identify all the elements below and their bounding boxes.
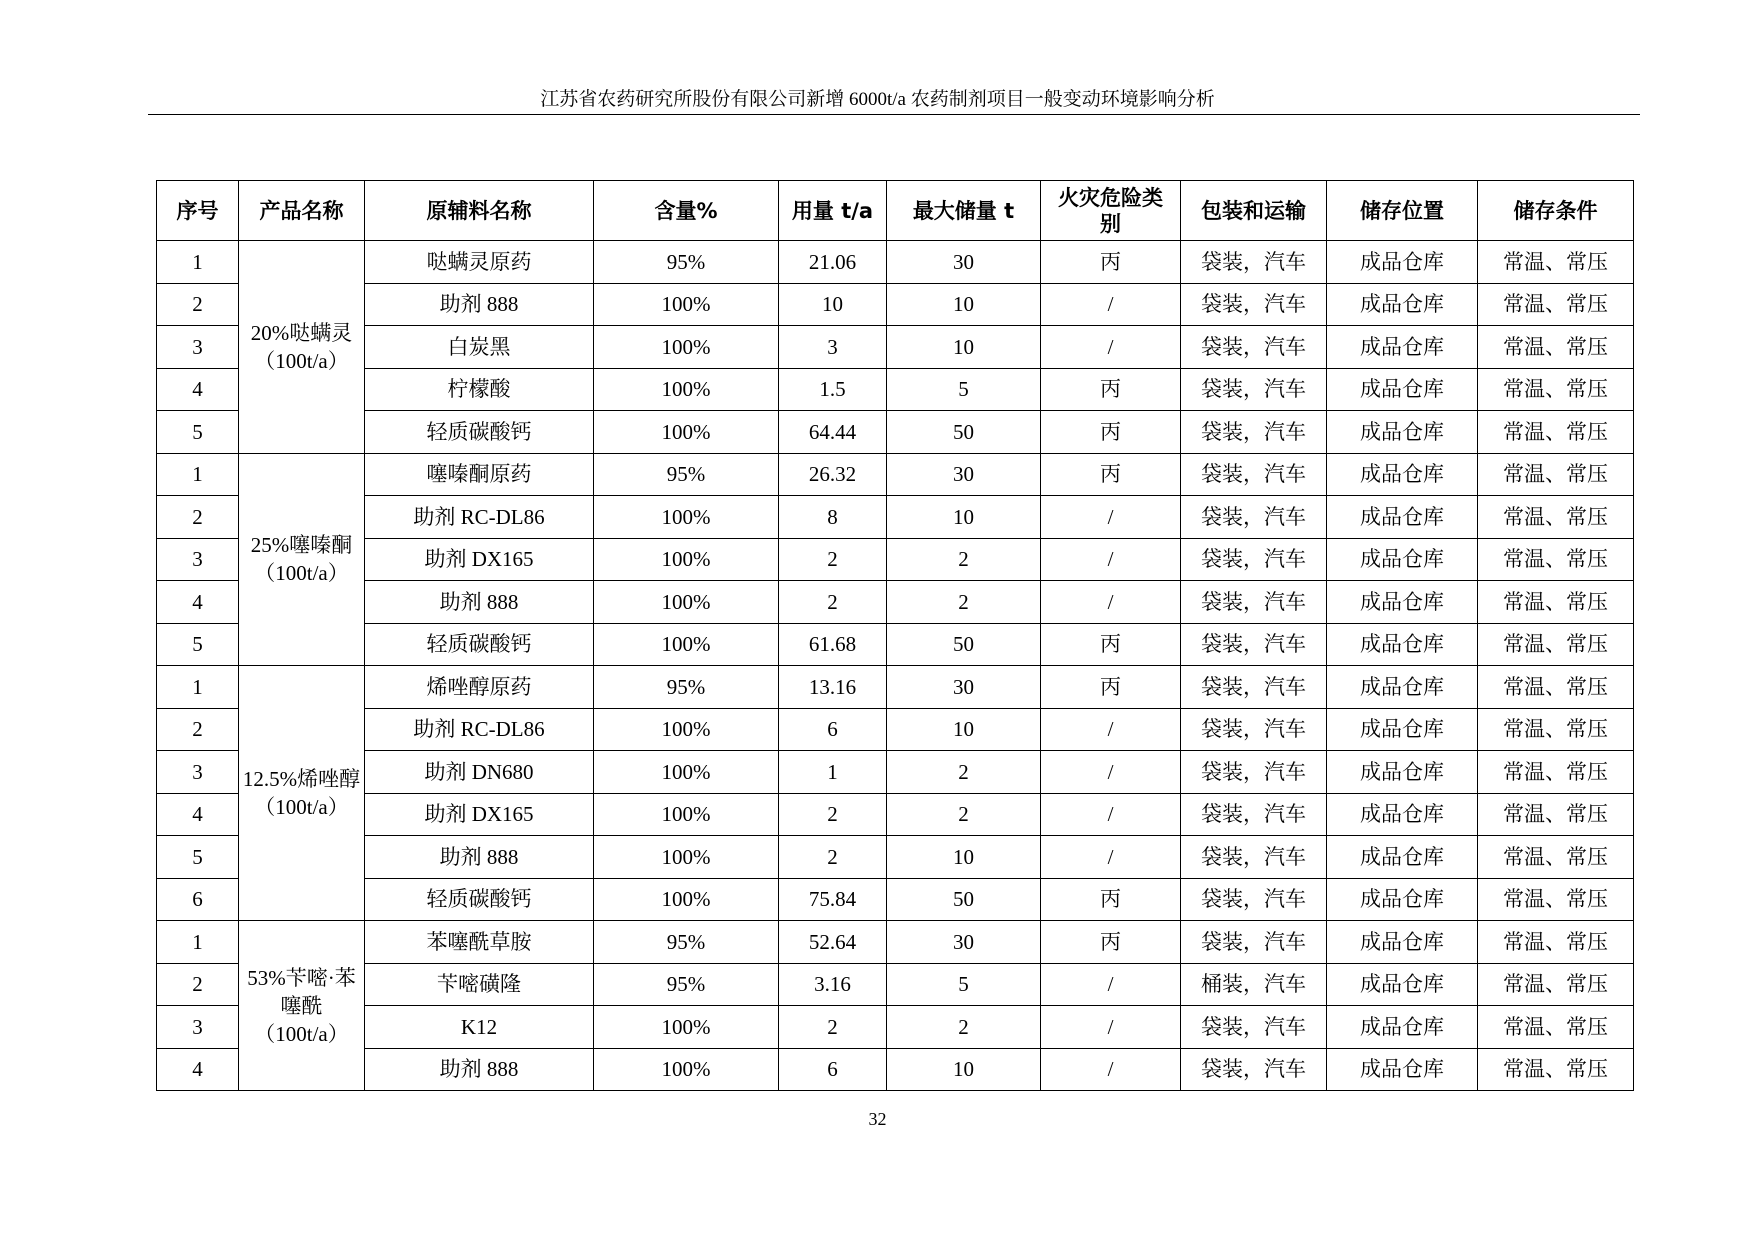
cell-material: 哒螨灵原药 bbox=[365, 241, 594, 284]
cell-index: 3 bbox=[157, 1006, 239, 1049]
cell-packaging: 袋装，汽车 bbox=[1181, 708, 1327, 751]
cell-condition: 常温、常压 bbox=[1478, 538, 1634, 581]
cell-condition: 常温、常压 bbox=[1478, 836, 1634, 879]
cell-content: 100% bbox=[594, 1006, 779, 1049]
cell-location: 成品仓库 bbox=[1327, 708, 1478, 751]
cell-index: 4 bbox=[157, 368, 239, 411]
cell-fire-class: / bbox=[1041, 283, 1181, 326]
cell-packaging: 袋装，汽车 bbox=[1181, 326, 1327, 369]
cell-content: 100% bbox=[594, 708, 779, 751]
table-row bbox=[157, 836, 1634, 879]
cell-max-storage: 2 bbox=[887, 538, 1041, 581]
cell-location: 成品仓库 bbox=[1327, 538, 1478, 581]
cell-content: 100% bbox=[594, 623, 779, 666]
cell-material: 苄嘧磺隆 bbox=[365, 963, 594, 1006]
cell-packaging: 袋装，汽车 bbox=[1181, 538, 1327, 581]
cell-product: 12.5%烯唑醇（100t/a） bbox=[239, 666, 365, 921]
cell-packaging: 袋装，汽车 bbox=[1181, 581, 1327, 624]
cell-max-storage: 5 bbox=[887, 963, 1041, 1006]
cell-index: 2 bbox=[157, 708, 239, 751]
cell-fire-class: / bbox=[1041, 581, 1181, 624]
cell-max-storage: 30 bbox=[887, 921, 1041, 964]
cell-material: 轻质碳酸钙 bbox=[365, 878, 594, 921]
table-row bbox=[157, 453, 1634, 496]
cell-location: 成品仓库 bbox=[1327, 878, 1478, 921]
cell-index: 5 bbox=[157, 836, 239, 879]
cell-material: 助剂 888 bbox=[365, 581, 594, 624]
table-row bbox=[157, 368, 1634, 411]
cell-content: 100% bbox=[594, 751, 779, 794]
table-row bbox=[157, 793, 1634, 836]
cell-usage: 52.64 bbox=[779, 921, 887, 964]
cell-material: 助剂 DX165 bbox=[365, 793, 594, 836]
cell-material: 苯噻酰草胺 bbox=[365, 921, 594, 964]
cell-condition: 常温、常压 bbox=[1478, 368, 1634, 411]
cell-index: 2 bbox=[157, 963, 239, 1006]
cell-condition: 常温、常压 bbox=[1478, 283, 1634, 326]
cell-index: 4 bbox=[157, 581, 239, 624]
cell-location: 成品仓库 bbox=[1327, 581, 1478, 624]
cell-index: 5 bbox=[157, 623, 239, 666]
cell-fire-class: / bbox=[1041, 836, 1181, 879]
cell-material: 助剂 DX165 bbox=[365, 538, 594, 581]
cell-fire-class: 丙 bbox=[1041, 666, 1181, 709]
cell-fire-class: / bbox=[1041, 793, 1181, 836]
cell-max-storage: 50 bbox=[887, 623, 1041, 666]
cell-location: 成品仓库 bbox=[1327, 793, 1478, 836]
cell-location: 成品仓库 bbox=[1327, 283, 1478, 326]
cell-condition: 常温、常压 bbox=[1478, 793, 1634, 836]
cell-content: 95% bbox=[594, 453, 779, 496]
table-row bbox=[157, 963, 1634, 1006]
cell-max-storage: 30 bbox=[887, 453, 1041, 496]
cell-max-storage: 10 bbox=[887, 836, 1041, 879]
cell-fire-class: 丙 bbox=[1041, 241, 1181, 284]
cell-fire-class: 丙 bbox=[1041, 921, 1181, 964]
table-row bbox=[157, 623, 1634, 666]
cell-usage: 6 bbox=[779, 1048, 887, 1091]
cell-content: 100% bbox=[594, 836, 779, 879]
cell-fire-class: 丙 bbox=[1041, 368, 1181, 411]
table-row bbox=[157, 1006, 1634, 1049]
cell-usage: 21.06 bbox=[779, 241, 887, 284]
table-row bbox=[157, 878, 1634, 921]
table-row bbox=[157, 538, 1634, 581]
cell-material: 助剂 RC-DL86 bbox=[365, 496, 594, 539]
cell-usage: 1.5 bbox=[779, 368, 887, 411]
table-body bbox=[157, 241, 1634, 1091]
cell-usage: 2 bbox=[779, 581, 887, 624]
cell-condition: 常温、常压 bbox=[1478, 1048, 1634, 1091]
cell-material: 烯唑醇原药 bbox=[365, 666, 594, 709]
cell-material: 柠檬酸 bbox=[365, 368, 594, 411]
cell-material: 助剂 888 bbox=[365, 283, 594, 326]
cell-max-storage: 2 bbox=[887, 1006, 1041, 1049]
col-header-max-storage: 最大储量 t bbox=[887, 181, 1041, 241]
cell-max-storage: 2 bbox=[887, 751, 1041, 794]
cell-index: 4 bbox=[157, 1048, 239, 1091]
cell-usage: 64.44 bbox=[779, 411, 887, 454]
cell-max-storage: 30 bbox=[887, 241, 1041, 284]
cell-condition: 常温、常压 bbox=[1478, 666, 1634, 709]
table-row bbox=[157, 283, 1634, 326]
cell-location: 成品仓库 bbox=[1327, 623, 1478, 666]
cell-location: 成品仓库 bbox=[1327, 453, 1478, 496]
table-row bbox=[157, 1048, 1634, 1091]
cell-packaging: 袋装，汽车 bbox=[1181, 878, 1327, 921]
table-row bbox=[157, 581, 1634, 624]
cell-fire-class: 丙 bbox=[1041, 453, 1181, 496]
header-rule bbox=[148, 114, 1640, 115]
cell-location: 成品仓库 bbox=[1327, 496, 1478, 539]
cell-location: 成品仓库 bbox=[1327, 751, 1478, 794]
cell-location: 成品仓库 bbox=[1327, 241, 1478, 284]
cell-index: 1 bbox=[157, 921, 239, 964]
cell-content: 100% bbox=[594, 878, 779, 921]
col-header-material: 原辅料名称 bbox=[365, 181, 594, 241]
cell-packaging: 袋装，汽车 bbox=[1181, 1006, 1327, 1049]
cell-location: 成品仓库 bbox=[1327, 963, 1478, 1006]
cell-max-storage: 10 bbox=[887, 1048, 1041, 1091]
cell-condition: 常温、常压 bbox=[1478, 453, 1634, 496]
cell-condition: 常温、常压 bbox=[1478, 921, 1634, 964]
cell-max-storage: 2 bbox=[887, 581, 1041, 624]
cell-index: 3 bbox=[157, 751, 239, 794]
cell-condition: 常温、常压 bbox=[1478, 963, 1634, 1006]
raw-materials-table bbox=[156, 180, 1634, 1091]
cell-packaging: 袋装，汽车 bbox=[1181, 751, 1327, 794]
cell-packaging: 袋装，汽车 bbox=[1181, 623, 1327, 666]
cell-content: 100% bbox=[594, 283, 779, 326]
cell-condition: 常温、常压 bbox=[1478, 496, 1634, 539]
cell-usage: 13.16 bbox=[779, 666, 887, 709]
cell-product: 20%哒螨灵（100t/a） bbox=[239, 241, 365, 454]
cell-material: 助剂 RC-DL86 bbox=[365, 708, 594, 751]
cell-location: 成品仓库 bbox=[1327, 326, 1478, 369]
cell-condition: 常温、常压 bbox=[1478, 1006, 1634, 1049]
cell-material: K12 bbox=[365, 1006, 594, 1049]
cell-fire-class: / bbox=[1041, 1006, 1181, 1049]
cell-condition: 常温、常压 bbox=[1478, 623, 1634, 666]
cell-usage: 8 bbox=[779, 496, 887, 539]
cell-max-storage: 10 bbox=[887, 496, 1041, 539]
cell-product: 25%噻嗪酮（100t/a） bbox=[239, 453, 365, 666]
cell-index: 6 bbox=[157, 878, 239, 921]
cell-content: 95% bbox=[594, 241, 779, 284]
cell-condition: 常温、常压 bbox=[1478, 411, 1634, 454]
cell-material: 轻质碳酸钙 bbox=[365, 623, 594, 666]
table-row bbox=[157, 921, 1634, 964]
cell-location: 成品仓库 bbox=[1327, 411, 1478, 454]
cell-content: 100% bbox=[594, 411, 779, 454]
cell-condition: 常温、常压 bbox=[1478, 241, 1634, 284]
cell-packaging: 袋装，汽车 bbox=[1181, 921, 1327, 964]
cell-usage: 3 bbox=[779, 326, 887, 369]
cell-condition: 常温、常压 bbox=[1478, 708, 1634, 751]
cell-packaging: 袋装，汽车 bbox=[1181, 368, 1327, 411]
cell-material: 助剂 888 bbox=[365, 836, 594, 879]
table-row bbox=[157, 666, 1634, 709]
cell-index: 5 bbox=[157, 411, 239, 454]
col-header-usage: 用量 t/a bbox=[779, 181, 887, 241]
cell-usage: 26.32 bbox=[779, 453, 887, 496]
cell-content: 100% bbox=[594, 1048, 779, 1091]
cell-location: 成品仓库 bbox=[1327, 921, 1478, 964]
cell-usage: 61.68 bbox=[779, 623, 887, 666]
cell-index: 1 bbox=[157, 666, 239, 709]
cell-fire-class: / bbox=[1041, 538, 1181, 581]
cell-packaging: 袋装，汽车 bbox=[1181, 283, 1327, 326]
cell-usage: 1 bbox=[779, 751, 887, 794]
table-row bbox=[157, 326, 1634, 369]
cell-index: 1 bbox=[157, 453, 239, 496]
table-row bbox=[157, 708, 1634, 751]
cell-packaging: 桶装，汽车 bbox=[1181, 963, 1327, 1006]
cell-packaging: 袋装，汽车 bbox=[1181, 453, 1327, 496]
cell-index: 4 bbox=[157, 793, 239, 836]
cell-usage: 2 bbox=[779, 836, 887, 879]
table-row bbox=[157, 496, 1634, 539]
cell-packaging: 袋装，汽车 bbox=[1181, 1048, 1327, 1091]
cell-content: 100% bbox=[594, 326, 779, 369]
cell-content: 95% bbox=[594, 921, 779, 964]
cell-max-storage: 50 bbox=[887, 411, 1041, 454]
cell-usage: 2 bbox=[779, 538, 887, 581]
cell-location: 成品仓库 bbox=[1327, 666, 1478, 709]
cell-max-storage: 2 bbox=[887, 793, 1041, 836]
cell-fire-class: / bbox=[1041, 326, 1181, 369]
cell-max-storage: 5 bbox=[887, 368, 1041, 411]
cell-fire-class: / bbox=[1041, 751, 1181, 794]
table-row bbox=[157, 751, 1634, 794]
col-header-index: 序号 bbox=[157, 181, 239, 241]
cell-material: 白炭黑 bbox=[365, 326, 594, 369]
cell-fire-class: / bbox=[1041, 496, 1181, 539]
cell-fire-class: / bbox=[1041, 708, 1181, 751]
cell-index: 3 bbox=[157, 538, 239, 581]
cell-max-storage: 30 bbox=[887, 666, 1041, 709]
cell-index: 2 bbox=[157, 496, 239, 539]
cell-packaging: 袋装，汽车 bbox=[1181, 666, 1327, 709]
cell-usage: 2 bbox=[779, 793, 887, 836]
cell-packaging: 袋装，汽车 bbox=[1181, 411, 1327, 454]
cell-max-storage: 10 bbox=[887, 326, 1041, 369]
cell-max-storage: 10 bbox=[887, 283, 1041, 326]
page-number: 32 bbox=[868, 1109, 887, 1129]
cell-usage: 75.84 bbox=[779, 878, 887, 921]
cell-product: 53%苄嘧·苯噻酰（100t/a） bbox=[239, 921, 365, 1091]
col-header-content: 含量% bbox=[594, 181, 779, 241]
cell-location: 成品仓库 bbox=[1327, 368, 1478, 411]
col-header-packaging: 包装和运输 bbox=[1181, 181, 1327, 241]
col-header-location: 储存位置 bbox=[1327, 181, 1478, 241]
cell-location: 成品仓库 bbox=[1327, 836, 1478, 879]
cell-index: 2 bbox=[157, 283, 239, 326]
cell-packaging: 袋装，汽车 bbox=[1181, 836, 1327, 879]
cell-usage: 6 bbox=[779, 708, 887, 751]
cell-packaging: 袋装，汽车 bbox=[1181, 241, 1327, 284]
page-header-title: 江苏省农药研究所股份有限公司新增 6000t/a 农药制剂项目一般变动环境影响分析 bbox=[540, 89, 1215, 110]
cell-fire-class: / bbox=[1041, 963, 1181, 1006]
cell-fire-class: 丙 bbox=[1041, 623, 1181, 666]
col-header-condition: 储存条件 bbox=[1478, 181, 1634, 241]
table-header-row bbox=[157, 181, 1634, 241]
cell-condition: 常温、常压 bbox=[1478, 326, 1634, 369]
table-row bbox=[157, 241, 1634, 284]
cell-location: 成品仓库 bbox=[1327, 1048, 1478, 1091]
cell-content: 100% bbox=[594, 496, 779, 539]
cell-usage: 10 bbox=[779, 283, 887, 326]
cell-content: 95% bbox=[594, 666, 779, 709]
cell-condition: 常温、常压 bbox=[1478, 581, 1634, 624]
col-header-product: 产品名称 bbox=[239, 181, 365, 241]
cell-condition: 常温、常压 bbox=[1478, 878, 1634, 921]
cell-condition: 常温、常压 bbox=[1478, 751, 1634, 794]
cell-usage: 3.16 bbox=[779, 963, 887, 1006]
cell-index: 1 bbox=[157, 241, 239, 284]
cell-content: 100% bbox=[594, 581, 779, 624]
cell-fire-class: / bbox=[1041, 1048, 1181, 1091]
cell-content: 95% bbox=[594, 963, 779, 1006]
cell-material: 噻嗪酮原药 bbox=[365, 453, 594, 496]
cell-packaging: 袋装，汽车 bbox=[1181, 496, 1327, 539]
cell-location: 成品仓库 bbox=[1327, 1006, 1478, 1049]
cell-material: 轻质碳酸钙 bbox=[365, 411, 594, 454]
cell-material: 助剂 DN680 bbox=[365, 751, 594, 794]
cell-fire-class: 丙 bbox=[1041, 411, 1181, 454]
cell-content: 100% bbox=[594, 538, 779, 581]
cell-max-storage: 50 bbox=[887, 878, 1041, 921]
cell-material: 助剂 888 bbox=[365, 1048, 594, 1091]
cell-max-storage: 10 bbox=[887, 708, 1041, 751]
cell-content: 100% bbox=[594, 368, 779, 411]
cell-usage: 2 bbox=[779, 1006, 887, 1049]
cell-content: 100% bbox=[594, 793, 779, 836]
table-row bbox=[157, 411, 1634, 454]
col-header-fire-class: 火灾危险类别 bbox=[1041, 181, 1181, 241]
cell-packaging: 袋装，汽车 bbox=[1181, 793, 1327, 836]
cell-fire-class: 丙 bbox=[1041, 878, 1181, 921]
cell-index: 3 bbox=[157, 326, 239, 369]
